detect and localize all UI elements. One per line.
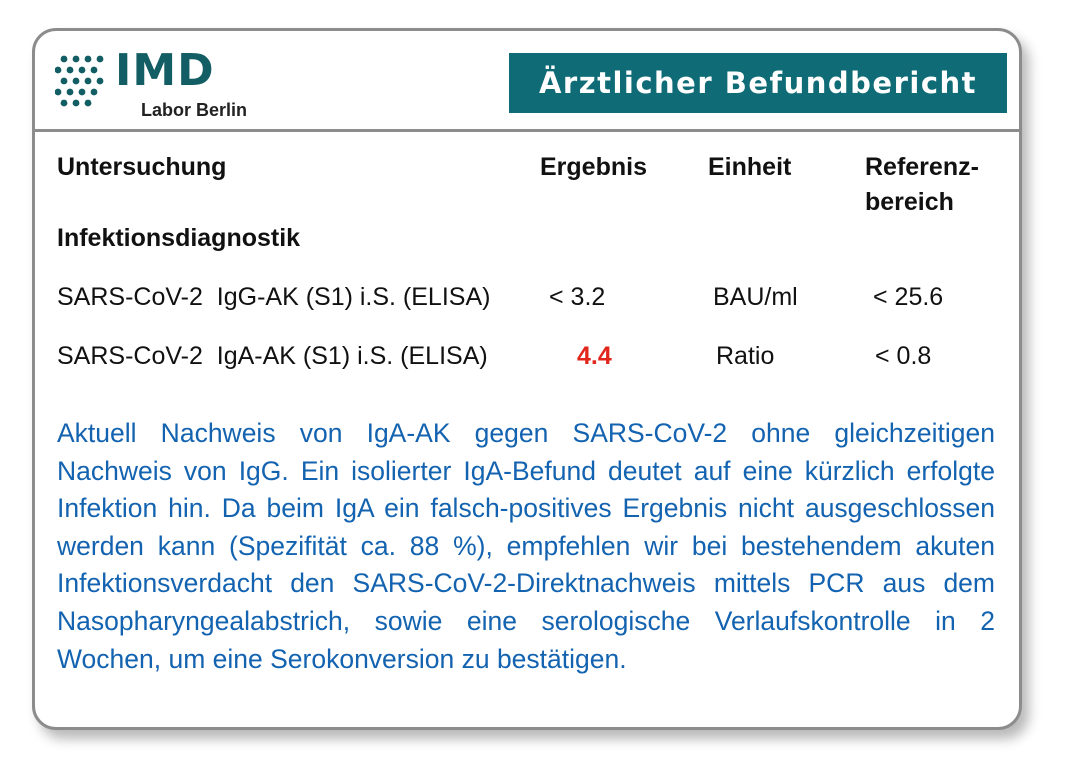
logo-subtitle: Labor Berlin	[141, 100, 248, 120]
row-result-abnormal: 4.4	[577, 342, 612, 370]
header-result: Ergebnis	[540, 153, 647, 181]
row-unit: BAU/ml	[713, 283, 798, 311]
row-reference: < 25.6	[873, 283, 944, 311]
row-test: SARS-CoV-2 IgG-AK (S1) i.S. (ELISA)	[57, 283, 491, 311]
header-reference-line2: bereich	[865, 188, 954, 216]
report-title: Ärztlicher Befundbericht	[538, 66, 978, 100]
header-test: Untersuchung	[57, 153, 227, 181]
header-divider	[35, 129, 1019, 132]
row-test: SARS-CoV-2 IgA-AK (S1) i.S. (ELISA)	[57, 342, 488, 370]
report-title-banner	[509, 53, 1007, 113]
interpretation-comment: Aktuell Nachweis von IgA-AK gegen SARS-CoV-2 ohne gleichzeitigen Nachweis von IgG. Ein isolierter IgA-Befund deutet auf eine kürzlich erfolgte Infektion hin. Da beim IgA ein falsch-positives Ergebnis nicht ausgeschlossen werden kann (Spezifität ca. 88 %), empfehlen wir bei bestehendem akuten Infektionsverdacht den SARS-CoV-2-Direktnachweis mittels PCR aus dem Nasopharyngealabstrich, sowie eine serologische Verlaufskontrolle in 2 Wochen, um eine Serokonversion zu bestätigen.	[57, 418, 995, 674]
section-title: Infektionsdiagnostik	[57, 224, 301, 252]
row-reference: < 0.8	[875, 342, 932, 370]
row-unit: Ratio	[716, 342, 775, 370]
header-unit: Einheit	[708, 153, 792, 181]
dot-grid-icon	[55, 53, 109, 107]
logo-brand: IMD	[115, 45, 215, 96]
row-result: < 3.2	[549, 283, 606, 311]
header-reference-line1: Referenz-	[865, 153, 979, 181]
imd-logo	[55, 45, 275, 123]
report-card	[32, 28, 1022, 730]
